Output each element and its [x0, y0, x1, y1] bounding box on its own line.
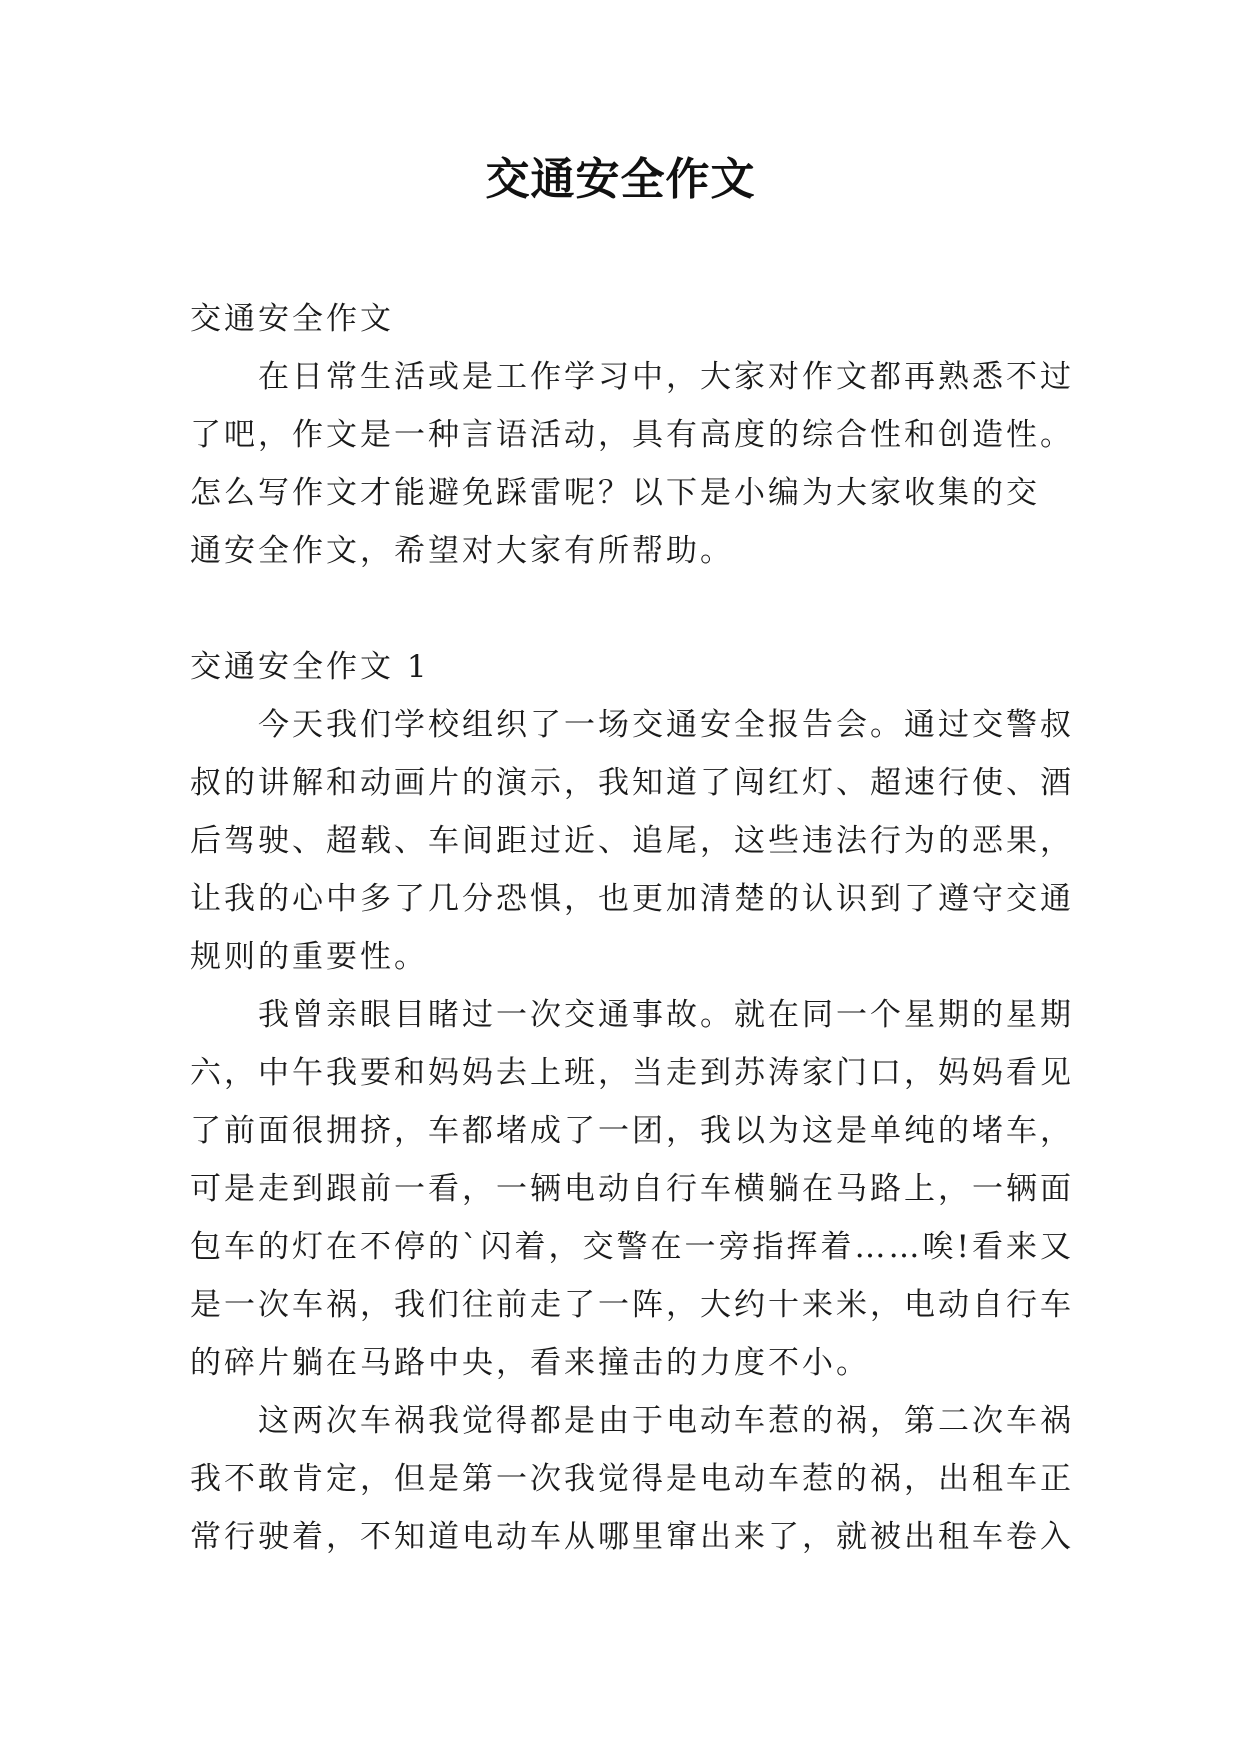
essay1-paragraph2-line: 是一次车祸，我们往前走了一阵，大约十来米，电动自行车 [190, 1287, 1074, 1323]
essay1-paragraph1-line: 叔的讲解和动画片的演示，我知道了闯红灯、超速行使、酒 [190, 765, 1074, 801]
essay1-paragraph2-line: 的碎片躺在马路中央，看来撞击的力度不小。 [190, 1345, 870, 1381]
essay1-paragraph2-line: 包车的灯在不停的`闪着，交警在一旁指挥着……唉!看来又 [190, 1229, 1074, 1265]
essay1-paragraph1-line: 让我的心中多了几分恐惧，也更加清楚的认识到了遵守交通 [190, 881, 1074, 917]
document-title: 交通安全作文 [485, 154, 756, 205]
essay1-paragraph3-line: 我不敢肯定，但是第一次我觉得是电动车惹的祸，出租车正 [190, 1461, 1074, 1497]
essay1-paragraph2-line: 可是走到跟前一看，一辆电动自行车横躺在马路上，一辆面 [190, 1171, 1074, 1207]
essay1-paragraph2-line: 了前面很拥挤，车都堵成了一团，我以为这是单纯的堵车， [190, 1113, 1074, 1149]
intro-line: 在日常生活或是工作学习中，大家对作文都再熟悉不过 [258, 359, 1074, 395]
intro-line: 了吧，作文是一种言语活动，具有高度的综合性和创造性。 [190, 417, 1074, 453]
essay1-heading: 交通安全作文 1 [190, 649, 430, 685]
intro-line: 通安全作文，希望对大家有所帮助。 [190, 533, 734, 569]
document-body [190, 290, 1074, 1566]
intro-line: 怎么写作文才能避免踩雷呢？以下是小编为大家收集的交 [190, 475, 1040, 511]
essay1-paragraph2-line: 我曾亲眼目睹过一次交通事故。就在同一个星期的星期 [258, 997, 1074, 1033]
essay1-paragraph1-line: 今天我们学校组织了一场交通安全报告会。通过交警叔 [258, 707, 1074, 743]
intro-heading: 交通安全作文 [190, 301, 394, 337]
section-gap [190, 580, 1060, 638]
essay1-paragraph1-line: 后驾驶、超载、车间距过近、追尾，这些违法行为的恶果， [190, 823, 1074, 859]
essay1-paragraph3-line: 常行驶着，不知道电动车从哪里窜出来了，就被出租车卷入 [190, 1519, 1074, 1555]
essay1-paragraph2-line: 六，中午我要和妈妈去上班，当走到苏涛家门口，妈妈看见 [190, 1055, 1074, 1091]
essay1-paragraph3-line: 这两次车祸我觉得都是由于电动车惹的祸，第二次车祸 [258, 1403, 1074, 1439]
essay1-paragraph1-line: 规则的重要性。 [190, 939, 428, 975]
